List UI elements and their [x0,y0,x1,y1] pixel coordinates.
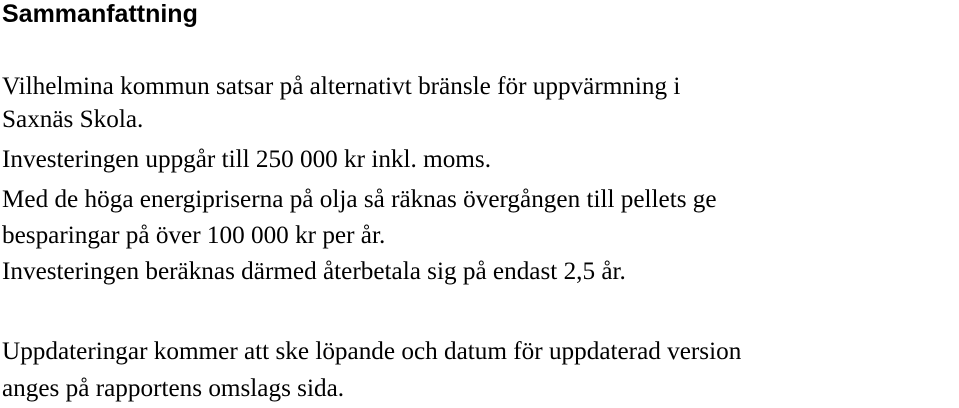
summary-line-1: Vilhelmina kommun satsar på alternativt bränsle för uppvärmning i [2,73,681,100]
summary-line-4: Med de höga energipriserna på olja så räknas övergången till pellets ge [2,186,717,213]
summary-line-6: Investeringen beräknas därmed återbetala sig på endast 2,5 år. [2,258,626,285]
summary-line-2: Saxnäs Skola. [2,106,144,133]
update-note-line-1: Uppdateringar kommer att ske löpande och datum för uppdaterad version [2,338,742,365]
summary-line-5: besparingar på över 100 000 kr per år. [2,222,386,249]
summary-line-3: Investeringen uppgår till 250 000 kr inkl. moms. [2,146,491,173]
update-note-line-2: anges på rapportens omslags sida. [2,375,345,402]
section-heading: Sammanfattning [2,0,198,28]
